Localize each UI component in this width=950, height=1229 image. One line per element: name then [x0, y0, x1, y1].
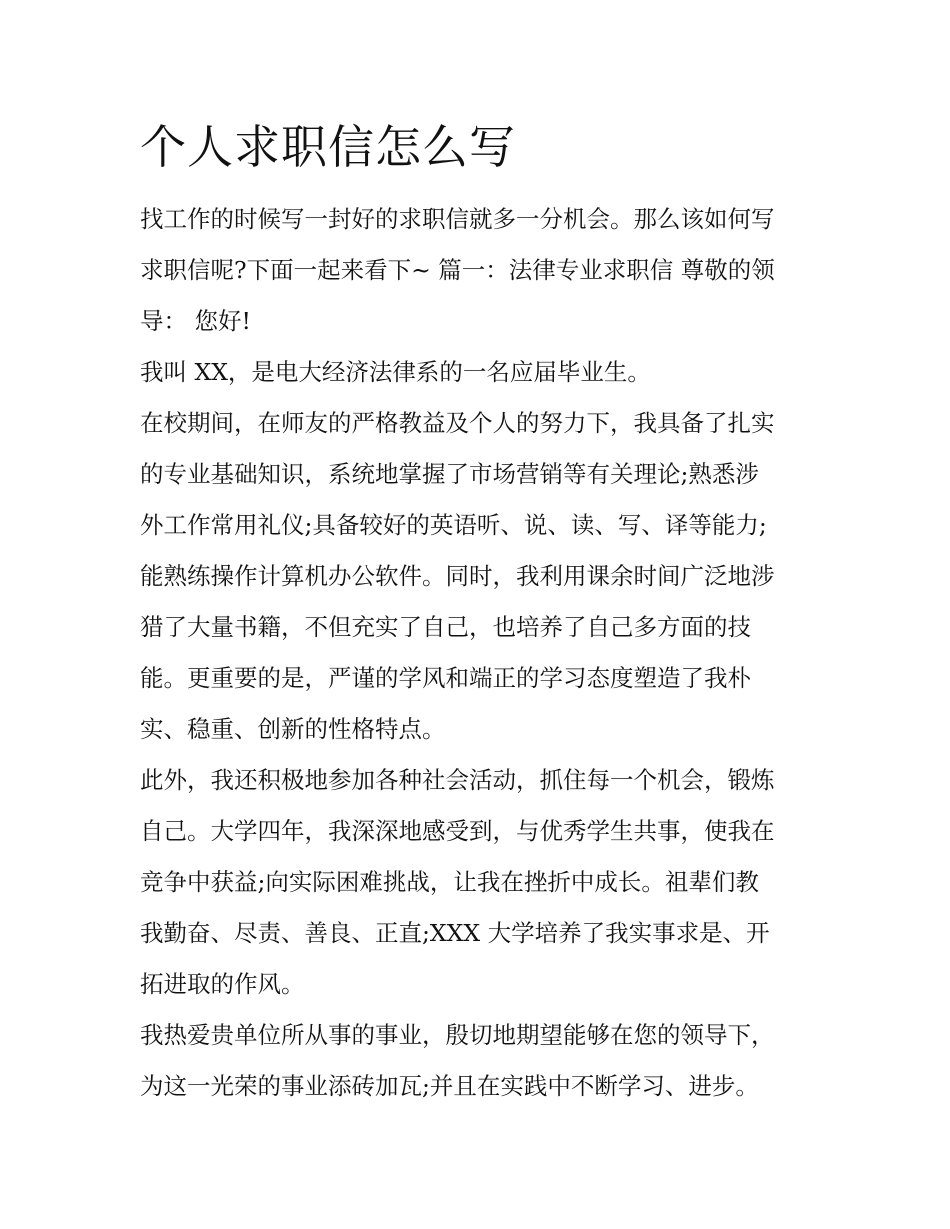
text-line: 猎了大量书籍，不但充实了自己，也培养了自己多方面的技	[140, 613, 751, 641]
text-line: 在校期间，在师友的严格教益及个人的努力下，我具备了扎实	[140, 409, 775, 437]
text-line: 我勤奋、尽责、善良、正直;XXX 大学培养了我实事求是、开	[140, 919, 770, 947]
text-line: 导： 您好!	[140, 307, 251, 335]
text-line: 为这一光荣的事业添砖加瓦;并且在实践中不断学习、进步。	[140, 1072, 759, 1100]
text-line: 我热爱贵单位所从事的事业，殷切地期望能够在您的领导下，	[140, 1021, 775, 1049]
paragraph-closing	[140, 1010, 820, 1112]
text-line: 竞争中获益;向实际困难挑战，让我在挫折中成长。祖辈们教	[140, 868, 759, 896]
text-line: 此外，我还积极地参加各种社会活动，抓住每一个机会，锻炼	[140, 766, 775, 794]
paragraph-activities	[140, 755, 820, 1010]
text-line: 求职信呢?下面一起来看下~ 篇一：法律专业求职信 尊敬的领	[140, 256, 775, 284]
document-body	[140, 112, 820, 1112]
text-line: 的专业基础知识，系统地掌握了市场营销等有关理论;熟悉涉	[140, 460, 759, 488]
text-line: 自己。大学四年，我深深地感受到，与优秀学生共事，使我在	[140, 817, 775, 845]
text-line: 外工作常用礼仪;具备较好的英语听、说、读、写、译等能力;	[140, 511, 767, 539]
paragraph-intro	[140, 194, 820, 347]
text-line: 实、稳重、创新的性格特点。	[140, 715, 446, 743]
text-line: 拓进取的作风。	[140, 970, 305, 998]
text-line: 找工作的时候写一封好的求职信就多一分机会。那么该如何写	[140, 205, 775, 233]
paragraph-school-period	[140, 398, 820, 755]
document-title: 个人求职信怎么写	[140, 120, 516, 174]
paragraph-introduction	[140, 347, 820, 398]
text-line: 我叫 XX，是电大经济法律系的一名应届毕业生。	[140, 358, 651, 386]
text-line: 能。更重要的是，严谨的学风和端正的学习态度塑造了我朴	[140, 664, 751, 692]
text-line: 能熟练操作计算机办公软件。同时，我利用课余时间广泛地涉	[140, 562, 775, 590]
